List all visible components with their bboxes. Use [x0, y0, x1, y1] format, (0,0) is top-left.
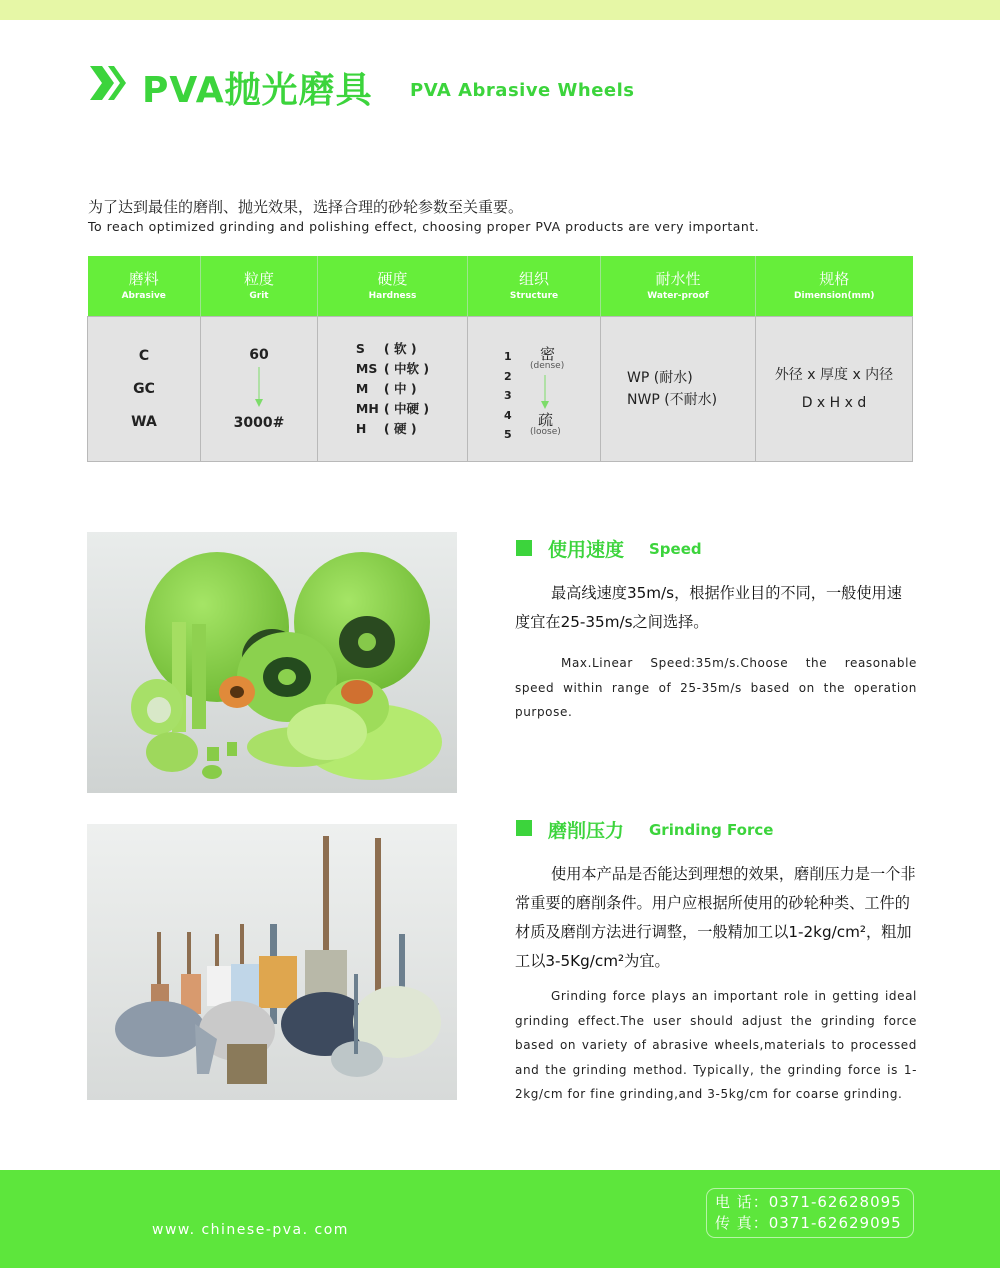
- page-title: PVA抛光磨具: [142, 70, 373, 111]
- cell-structure: [468, 317, 601, 462]
- force-section-marker: [516, 820, 532, 836]
- speed-section-title-en: Speed: [649, 540, 702, 558]
- cell-abrasive: [88, 317, 201, 462]
- speed-body-en: Max.Linear Speed:35m/s.Choose the reasonable speed within range of 25-35m/s based on the operation purpose.: [515, 656, 917, 719]
- header-dimension: 规格 Dimension(mm): [756, 256, 913, 317]
- header-waterproof: 耐水性 Water-proof: [601, 256, 756, 317]
- force-body-en: Grinding force plays an important role in getting ideal grinding effect.The user should adjust the grinding force based on variety of abrasive wheels,materials to processed and the grinding method. Typically, the grinding force is 1-2kg/cm for fine grinding,and 3-5kg/cm for coarse grinding.: [515, 989, 917, 1101]
- pva-wheels-photo: [87, 532, 457, 793]
- header-abrasive: 磨料 Abrasive: [88, 256, 201, 317]
- spec-table: [87, 256, 913, 462]
- hardness-item: MH ( 中硬 ): [355, 401, 430, 416]
- dimension-cn: 外径 x 厚度 x 内径: [774, 367, 894, 383]
- force-section-title: 磨削压力: [548, 820, 625, 842]
- down-arrow-icon: [252, 367, 266, 407]
- cell-grit: [201, 317, 318, 462]
- hardness-item: S ( 软 ): [355, 341, 417, 356]
- phone-number: 电 话：0371-62628095: [715, 1193, 902, 1211]
- speed-section-marker: [516, 540, 532, 556]
- mounted-points-photo: [87, 824, 457, 1100]
- structure-dense-cn: 密: [540, 345, 556, 363]
- top-band: [0, 0, 1000, 20]
- intro-text-en: To reach optimized grinding and polishing effect, choosing proper PVA products are very important.: [88, 219, 760, 234]
- hardness-item: MS ( 中软 ): [355, 361, 430, 376]
- structure-dense-en: (dense): [530, 361, 565, 371]
- header-grit: 粒度 Grit: [201, 256, 318, 317]
- page-subtitle: PVA Abrasive Wheels: [410, 80, 635, 101]
- header-structure: 组织 Structure: [468, 256, 601, 317]
- cell-dimension: [756, 317, 913, 462]
- dimension-formula: D x H x d: [801, 395, 867, 411]
- grit-from: 60: [249, 347, 269, 363]
- grit-to: 3000#: [233, 415, 285, 431]
- down-arrow-icon: [538, 375, 552, 409]
- cell-waterproof: [601, 317, 756, 462]
- structure-numbers: 1 2 3 4 5: [504, 350, 512, 441]
- contact-box: [706, 1188, 914, 1238]
- double-chevron-icon: [90, 66, 134, 100]
- intro-text-cn: 为了达到最佳的磨削、抛光效果，选择合理的砂轮参数至关重要。: [88, 198, 524, 216]
- speed-body-cn: 最高线速度35m/s，根据作业目的不同，一般使用速度宜在25-35m/s之间选择。: [515, 584, 902, 631]
- force-body-cn: 使用本产品是否能达到理想的效果，磨削压力是一个非常重要的磨削条件。用户应根据所使用的砂轮种类、工件的材质及磨削方法进行调整，一般精加工以1-2kg/cm²，粗加工以3-5Kg/cm²为宜。: [515, 865, 916, 970]
- header-hardness: 硬度 Hardness: [318, 256, 468, 317]
- waterproof-item: NWP (不耐水): [627, 392, 718, 408]
- waterproof-item: WP (耐水): [627, 370, 693, 386]
- fax-number: 传 真：0371-62629095: [715, 1214, 902, 1232]
- website-link[interactable]: www. chinese-pva. com: [152, 1222, 349, 1238]
- table-header-row: [88, 256, 913, 317]
- hardness-item: M ( 中 ): [355, 381, 417, 396]
- structure-loose-cn: 疏: [538, 411, 554, 429]
- table-row: [88, 317, 913, 462]
- hardness-item: H ( 硬 ): [355, 421, 417, 436]
- force-section-title-en: Grinding Force: [649, 821, 774, 839]
- abrasive-value: GC: [133, 380, 155, 397]
- structure-loose-en: (loose): [530, 427, 561, 437]
- cell-hardness: [318, 317, 468, 462]
- abrasive-value: WA: [131, 413, 157, 430]
- abrasive-value: C: [138, 347, 150, 364]
- speed-section-title: 使用速度: [548, 539, 625, 561]
